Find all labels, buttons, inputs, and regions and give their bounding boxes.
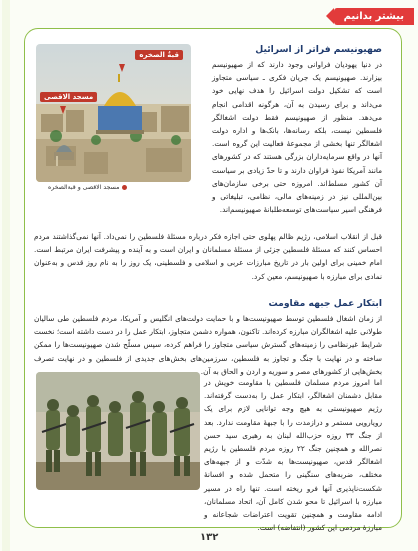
al-aqsa-label: مسجد الاقصی <box>40 92 97 102</box>
heading-zionism-beyond-israel: صهیونیسم فراتر از اسرائیل <box>255 44 382 55</box>
section-tag: بیشتر بدانیم <box>334 8 414 25</box>
heading-resistance-initiative: ابتکار عمل جبهه مقاومت <box>268 298 382 309</box>
dome-of-the-rock-label: قبةُ الصخره <box>135 50 183 60</box>
photo1-caption <box>48 184 127 191</box>
page-number: ۱۳۲ <box>200 532 219 543</box>
dome-arrow-icon <box>119 64 125 72</box>
paragraph-zionism: در دنیا یهودیان فراوانی وجود دارند که از صهیونیسم بیزارند. صهیونیسم یک جریان فکری ـ سیاسی متجاوز است که تشکیل دولت اسرائیل را هدف نهایی خود می‌داند و برای رسیدن به آن، هرگونه اقدامی انجام می‌دهد. منظور از صهیونیسم فقط دولت اشغالگر فلسطین نیست، بلکه رسانه‌ها، بانک‌ها و اداره دولت اشغالگر تنها بخشی از مجموعهٔ فعالیت این گروه است. آنها در واقع سرمایه‌داران بزرگی هستند که در کشورهای مانند آمریکا نفوذ فراوان دارند و تا حدّ زیادی بر سیاست آن کشور مسلط‌اند. امروزه حتی برخی سازمان‌های بین‌المللی نیز در زمینه‌های مالی، نظامی، تبلیغاتی و فرهنگی اسیر سیاست‌های توسعه‌طلبانهٔ صهیونیسم‌اند. <box>212 60 382 215</box>
soldiers-illustration <box>36 372 200 490</box>
margin-stripe <box>2 0 10 551</box>
photo1-caption-text: مسجد الاقصی و قبةالصخره <box>48 184 120 191</box>
paragraph-occupation-history: از زمان اشغال فلسطین توسط صهیونیست‌ها و با حمایت دولت‌های انگلیس و آمریکا، مردم فلسطین طی سالیان طولانی علیه اشغالگران مبارزه کرده‌اند. تاکنون، هموار‌ه دشمن متجاوز، ابتکار عمل را در دست داشته است؛ نخست شرایط غیرنظامی را زمینه‌های گسترش سیاسی متجاوز را فراهم کرده، سپس مسلّح شدن صهیونیست‌ها را ممکن ساخته و در نهایت با جنگ و تجاوز به فلسطین، سرزمین‌های بخش‌های جدیدی از فلسطین و در نهایت تصرف بخش‌هایی از کشورهای مصر و سوریه و اردن و الحاق به آن. <box>34 314 382 376</box>
soldiers-photo <box>36 372 200 490</box>
caption-bullet-icon <box>122 185 127 190</box>
al-aqsa-arrow-icon <box>60 106 66 114</box>
al-aqsa-photo <box>36 44 191 182</box>
paragraph-resistance-today: اما امروز مردم مسلمان فلسطین با مقاومت خویش در مقابل دشمنان اشغالگر، ابتکار عمل را به‌دست گرفته‌اند. رژیم صهیونیستی به هیچ وجه توانایی لازم برای یک رویارویی مستمر و درازمدت را با جبههٔ مقاومت ندارد. بعد از جنگ ۳۳ روزه حزب‌الله لبنان به رهبری سید حسن نصرالله و همچنین جنگ ۲۲ روزه مردم فلسطین با رژیم اشغالگر قدس، صهیونیست‌ها به شدّت و از جبهه‌های مختلف، ضربه‌های سنگینی را متحمل شده و افسانهٔ شکست‌ناپذیری آنها فرو ریخته است. تنها راه در مسیر مبارزه با اسرائیل تا محو شدن کامل آن، اتحاد مسلمانان، ادامه مقاومت و همچنین تقویت اعتراضات شجاعانه و مبارزهٔ مردمی این کشور (انتفاضه) است. <box>204 378 382 533</box>
paragraph-pahlavi-quds-day: قبل از انقلاب اسلامی، رژیم ظالم پهلوی حتی اجازه فکر درباره مسئلهٔ فلسطین را نمی‌داد. آنها نمی‌گذاشتند مردم احساس کنند که مسئلهٔ فلسطین جزئی از مسئلهٔ مسلمانان و ایران است و به آینده و پیشرفت ایران مرتبط است. امام خمینی برای اولین بار در تاریخ مبارزات عربی و اسلامی و فلسطینی، یک روز را به نام روز قدس و به‌عنوان نمادی برای مبارزه با صهیونیسم، معین کرد. <box>34 232 382 281</box>
